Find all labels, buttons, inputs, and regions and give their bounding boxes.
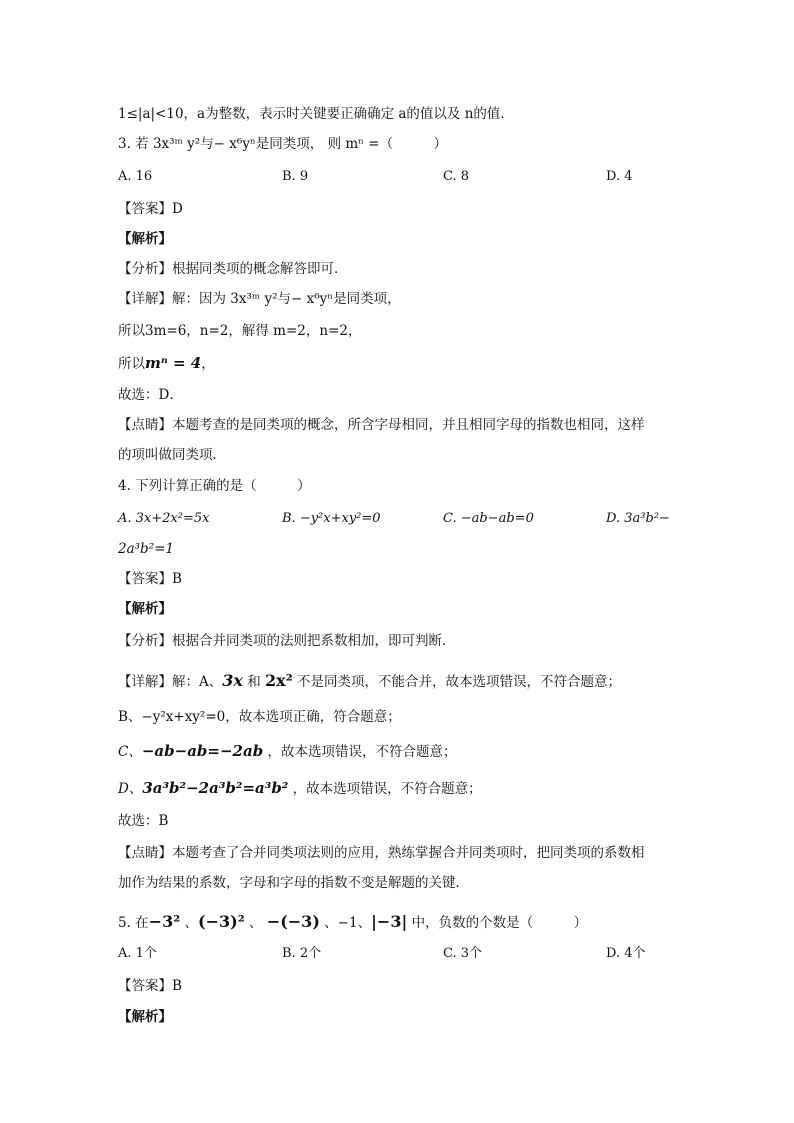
detail-line: B、−y²x+xy²=0，故本选项正确，符合题意； [118, 709, 401, 725]
option-b: B. 2个 [282, 946, 322, 961]
fenxi-text: 【分析】根据合并同类项的法则把系数相加，即可判断． [118, 633, 456, 649]
option-a: A. 1个 [118, 946, 157, 961]
answer-label: 【答案】B [118, 978, 182, 994]
text: 、−1、 [319, 915, 372, 931]
text: 不是同类项，不能合并，故本选项错误，不符合题意； [292, 674, 621, 690]
text: 所以 [118, 356, 145, 372]
option-c: C. 8 [443, 169, 470, 184]
question-3: 3. 若 3x³ᵐ y²与− x⁶yⁿ是同类项， 则 mⁿ =（ ） [118, 136, 448, 152]
dianjing-text: 【点睛】本题考查的是同类项的概念，所含字母相同，并且相同字母的指数也相同，这样 [118, 417, 645, 433]
formula: 2x² [265, 671, 293, 690]
text: C、 [118, 744, 142, 760]
option-d: D. 4个 [606, 946, 646, 961]
dianjing-text: 【点睛】本题考查了合并同类项法则的应用，熟练掌握合并同类项时，把同类项的系数相 [118, 845, 645, 861]
text: D、 [118, 781, 143, 797]
option-d: D. 3a³b²− [606, 511, 670, 526]
formula: −(−3) [266, 912, 320, 931]
option-a: A. 3x+2x²=5x [118, 511, 210, 526]
option-d-continued: 2a³b²=1 [118, 541, 175, 557]
choose-text: 故选：B [118, 813, 169, 829]
formula: (−3)² [198, 912, 245, 931]
option-a: A. 16 [118, 169, 153, 184]
dianjing-text: 的项叫做同类项． [118, 447, 226, 463]
formula: |−3| [371, 912, 408, 931]
formula: 3x [222, 671, 243, 690]
text: ， [201, 356, 215, 372]
dianjing-text: 加作为结果的系数，字母和字母的指数不变是解题的关键． [118, 875, 469, 891]
formula: mⁿ = 4 [145, 354, 202, 372]
answer-label: 【答案】B [118, 571, 182, 587]
question-4: 4. 下列计算正确的是（ ） [118, 478, 311, 494]
option-b: B. 9 [282, 169, 309, 184]
text: 5. 在 [118, 915, 149, 931]
text: ，故本选项错误，不符合题意； [288, 781, 482, 797]
text: 、 [244, 915, 267, 931]
detail-line: 所以3m=6，n=2，解得 m=2，n=2， [118, 323, 362, 339]
detail-line [118, 741, 456, 761]
text: 和 [242, 674, 266, 690]
formula: 3a³b²−2a³b²=a³b² [142, 779, 289, 797]
text: ，故本选项错误，不符合题意； [263, 744, 457, 760]
detail-text [118, 671, 621, 691]
answer-label: 【答案】D [118, 201, 183, 217]
option-c: C. −ab−ab=0 [443, 511, 534, 526]
option-d: D. 4 [606, 169, 633, 184]
detail-line [118, 353, 215, 373]
text: 、 [180, 915, 199, 931]
formula: −ab−ab=−2ab [141, 742, 264, 760]
fenxi-text: 【分析】根据同类项的概念解答即可． [118, 261, 348, 277]
choose-text: 故选：D． [118, 387, 183, 403]
question-5 [118, 912, 587, 932]
option-c: C. 3个 [443, 946, 483, 961]
jiexi-label: 【解析】 [118, 601, 172, 617]
formula: −3² [148, 912, 181, 931]
jiexi-label: 【解析】 [118, 231, 172, 247]
detail-text: 【详解】解：因为 3x³ᵐ y²与− x⁶yⁿ是同类项， [118, 291, 401, 307]
text: 中，负数的个数是（ ） [407, 915, 588, 931]
option-b: B. −y²x+xy²=0 [282, 511, 381, 526]
text-line: 1≤|a|<10，a为整数，表示时关键要正确确定 a的值以及 n的值． [118, 106, 514, 122]
jiexi-label: 【解析】 [118, 1009, 172, 1025]
text: 【详解】解：A、 [118, 674, 223, 690]
detail-line [118, 778, 482, 798]
